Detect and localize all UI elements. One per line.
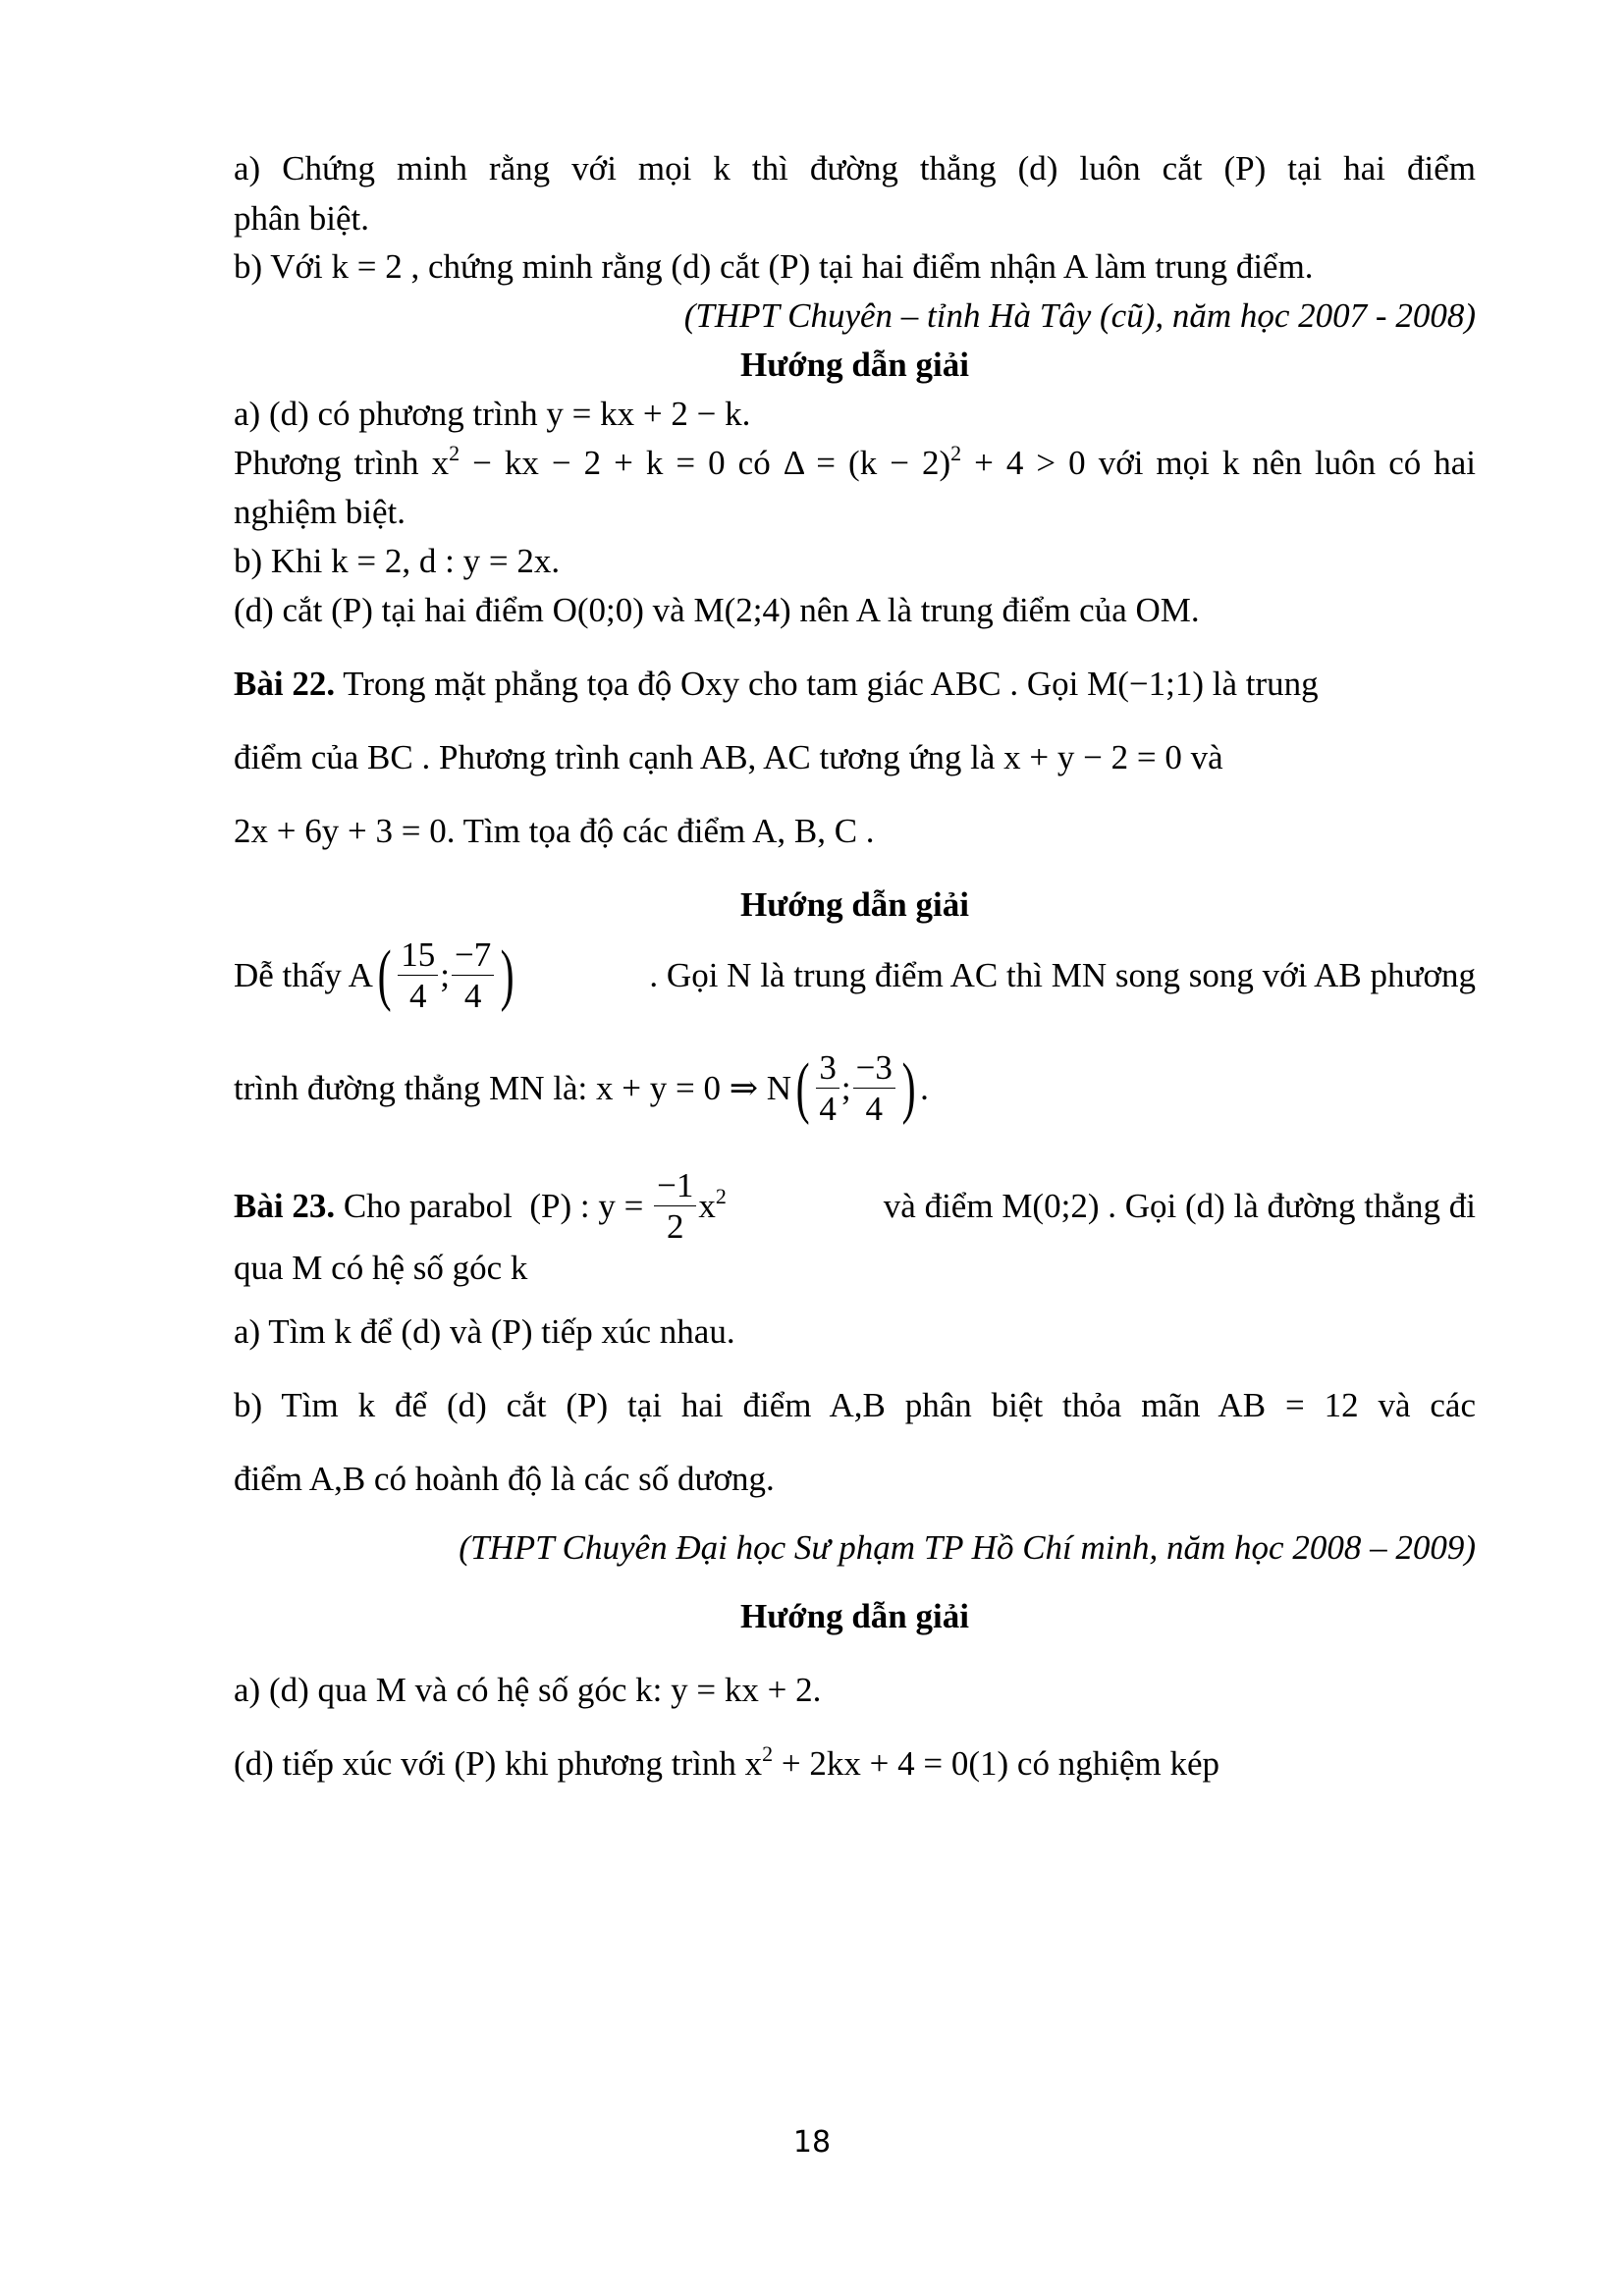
solution-1-line-b-pre: Phương trình x <box>234 444 450 482</box>
problem-23-part-a: a) Tìm k để (d) và (P) tiếp xúc nhau. <box>234 1312 735 1351</box>
separator: ; <box>440 955 450 994</box>
problem-23-part-b-line1: b) Tìm k để (d) cắt (P) tại hai điểm A,B phân biệt thỏa mãn AB = 12 và các <box>234 1386 1476 1424</box>
source-citation-2: (THPT Chuyên Đại học Sư phạm TP Hồ Chí minh, năm học 2008 – 2009) <box>459 1528 1476 1567</box>
solution-1-line-e: (d) cắt (P) tại hai điểm O(0;0) và M(2;4) nên A là trung điểm của OM. <box>234 591 1200 629</box>
problem-part-a-line2: phân biệt. <box>234 199 370 238</box>
problem-22-label: Bài 22. <box>234 665 336 703</box>
solution-1-line-b-post: + 4 > 0 với mọi k nên luôn có hai <box>961 444 1477 482</box>
fraction: $\frac{-7}{4}$ <box>452 937 494 1013</box>
exponent: 2 <box>449 441 460 465</box>
solution-1-line-c: nghiệm biệt. <box>234 493 406 531</box>
solution-22-line2-pre: trình đường thẳng MN là: x + y = 0 ⇒ N <box>234 1068 792 1107</box>
solution-heading-2: Hướng dẫn giải <box>740 885 969 924</box>
solution-heading-3: Hướng dẫn giải <box>740 1597 969 1635</box>
exponent: 2 <box>950 441 962 465</box>
exponent: 2 <box>715 1183 727 1208</box>
parabol-expression: Bài 23. Cho parabol (P) : y = $\frac{-1}{2}$ $x^2$ <box>234 1166 727 1246</box>
solution-22-pre: Dễ thấy A <box>234 955 373 994</box>
solution-1-line-b-mid: − kx − 2 + k = 0 có Δ = (k − 2) <box>460 444 951 482</box>
separator: ; <box>840 1068 851 1107</box>
problem-23-part-b-line2: điểm A,B có hoành độ là các số dương. <box>234 1460 775 1498</box>
solution-23-line-b <box>234 1742 1219 1786</box>
problem-part-a-line1: a) Chứng minh rằng với mọi k thì đường thẳng (d) luôn cắt (P) tại hai điểm <box>234 149 1476 187</box>
right-paren: ) <box>901 1049 916 1126</box>
problem-22-line1 <box>234 663 1319 706</box>
solution-23-line-a: a) (d) qua M và có hệ số góc k: y = kx + 2. <box>234 1671 822 1709</box>
solution-22-post: . Gọi N là trung điểm AC thì MN song song với AB phương <box>649 955 1476 994</box>
solution-1-line-d: b) Khi k = 2, d : y = 2x. <box>234 542 561 580</box>
problem-23-post: và điểm M(0;2) . Gọi (d) là đường thẳng đi <box>883 1186 1476 1225</box>
fraction: $\frac{15}{4}$ <box>398 937 438 1013</box>
solution-23-line-b-post: + 2kx + 4 = 0(1) có nghiệm kép <box>773 1744 1219 1783</box>
solution-1-line-b <box>234 442 1476 485</box>
left-paren: ( <box>377 936 392 1013</box>
solution-1-line-a: a) (d) có phương trình y = kx + 2 − k. <box>234 395 751 433</box>
problem-22-text: Trong mặt phẳng tọa độ Oxy cho tam giác ABC . Gọi M(−1;1) là trung <box>335 665 1319 703</box>
problem-23-label: Bài 23. <box>234 1186 336 1225</box>
fraction: $\frac{3}{4}$ <box>816 1050 839 1126</box>
problem-23-line2: qua M có hệ số góc k <box>234 1249 528 1287</box>
problem-23-pre: Cho parabol (P) : y = <box>335 1186 653 1225</box>
solution-heading-1: Hướng dẫn giải <box>740 346 969 384</box>
solution-23-line-b-pre: (d) tiếp xúc với (P) khi phương trình x <box>234 1744 763 1783</box>
source-citation-1: (THPT Chuyên – tỉnh Hà Tây (cũ), năm học 2007 - 2008) <box>683 296 1476 335</box>
point-a-expression <box>234 937 519 1013</box>
problem-part-b: b) Với k = 2 , chứng minh rằng (d) cắt (P) tại hai điểm nhận A làm trung điểm. <box>234 247 1314 286</box>
problem-22-line2: điểm của BC . Phương trình cạnh AB, AC tương ứng là x + y − 2 = 0 và <box>234 738 1223 776</box>
fraction: $\frac{-1}{2}$ <box>654 1168 696 1244</box>
exponent: 2 <box>762 1741 774 1766</box>
problem-22-line3: 2x + 6y + 3 = 0. Tìm tọa độ các điểm A, B, C . <box>234 812 875 850</box>
solution-22-line2-post: . <box>920 1068 929 1107</box>
page-number: 18 <box>792 2125 832 2160</box>
left-paren: ( <box>795 1049 810 1126</box>
fraction: $\frac{-3}{4}$ <box>853 1050 895 1126</box>
solution-22-line1 <box>234 937 1476 1013</box>
solution-22-line2 <box>234 1050 929 1126</box>
right-paren: ) <box>500 936 514 1013</box>
problem-23-line1 <box>234 1168 1476 1244</box>
